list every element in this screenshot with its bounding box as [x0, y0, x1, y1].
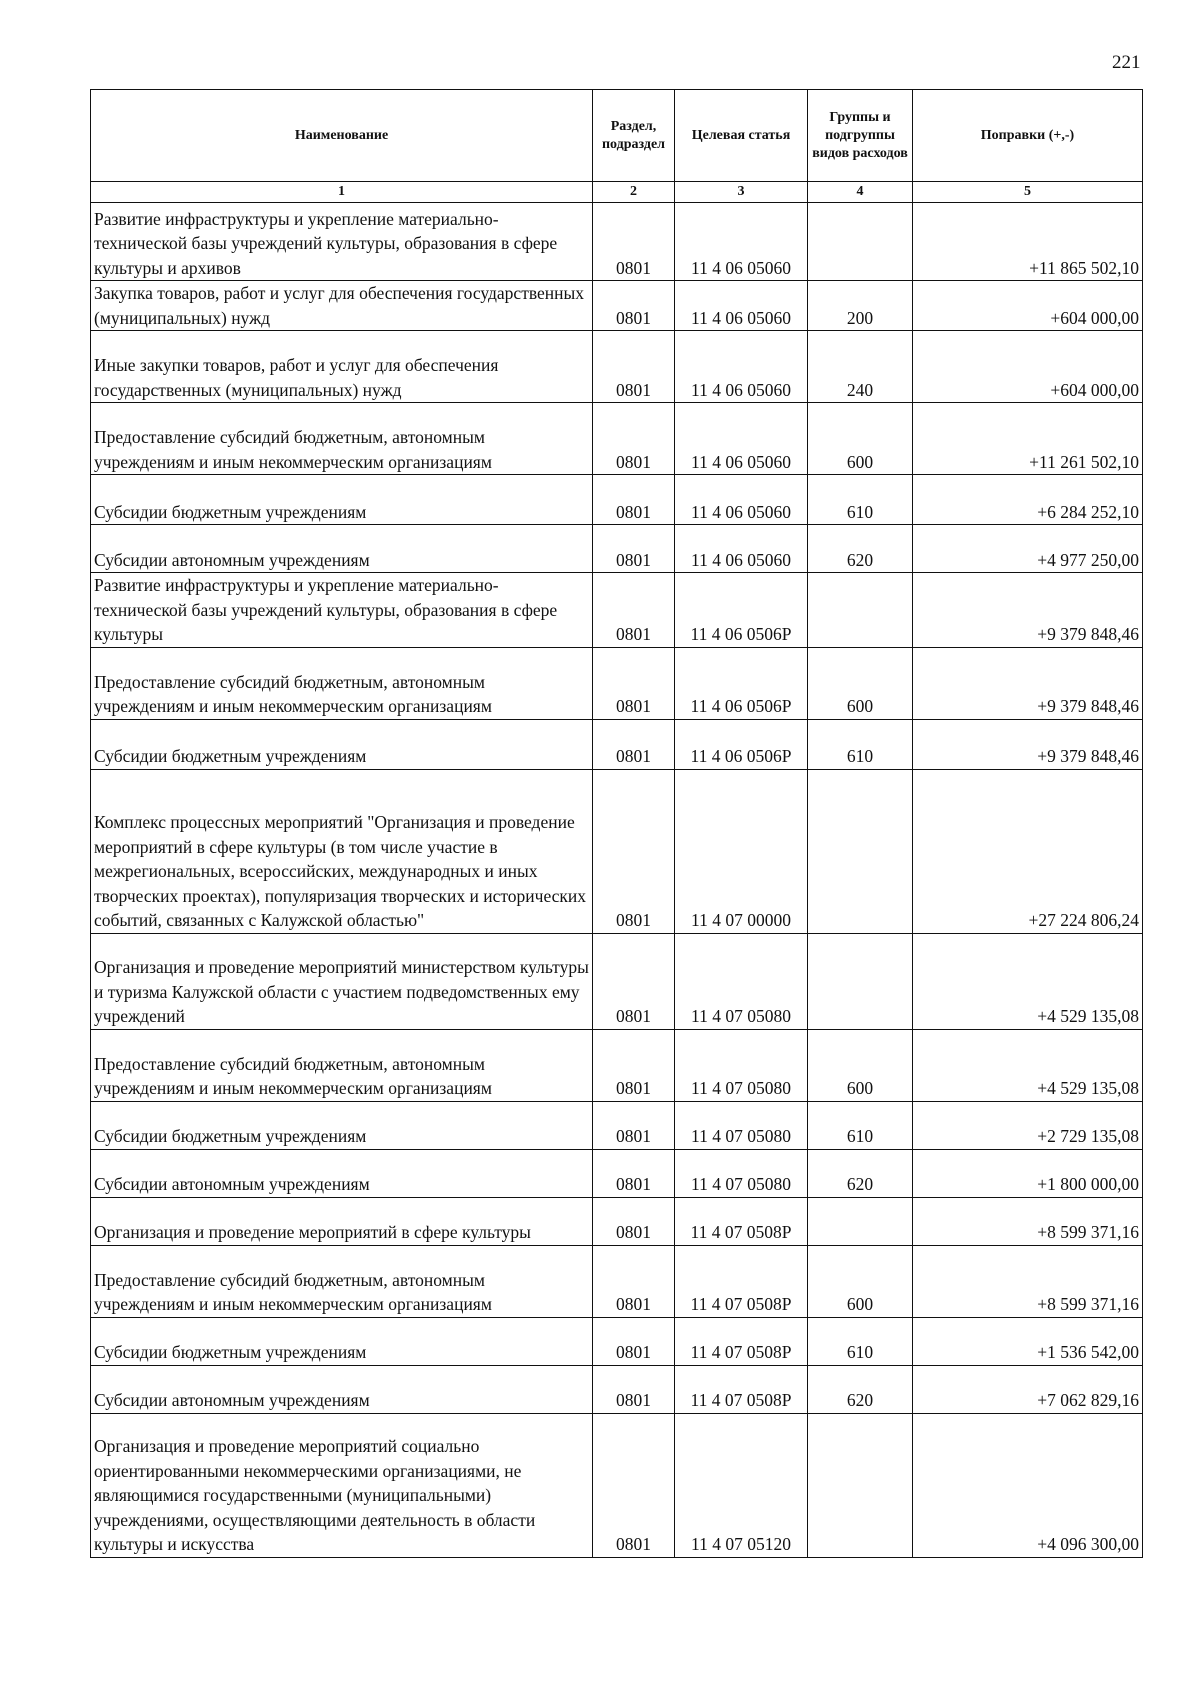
row-amount: +2 729 135,08 [913, 1101, 1143, 1149]
table-row [91, 281, 1143, 331]
table-row [91, 1365, 1143, 1413]
row-group: 610 [808, 475, 913, 525]
column-number: 5 [913, 182, 1143, 203]
table-row [91, 769, 1143, 933]
row-section: 0801 [593, 647, 675, 719]
row-group: 620 [808, 1365, 913, 1413]
row-target: 11 4 06 05060 [675, 403, 808, 475]
row-name: Субсидии автономным учреждениям [91, 1149, 593, 1197]
column-number: 2 [593, 182, 675, 203]
row-name: Развитие инфраструктуры и укрепление материально-технической базы учреждений культуры, образования в сфере культуры и архивов [91, 203, 593, 281]
table-row [91, 1029, 1143, 1101]
table-row [91, 525, 1143, 573]
row-amount: +1 800 000,00 [913, 1149, 1143, 1197]
row-amount: +7 062 829,16 [913, 1365, 1143, 1413]
row-amount: +4 529 135,08 [913, 933, 1143, 1029]
row-section: 0801 [593, 475, 675, 525]
table-header-row [91, 90, 1143, 182]
row-target: 11 4 07 0508Р [675, 1197, 808, 1245]
row-name: Организация и проведение мероприятий в сфере культуры [91, 1197, 593, 1245]
row-target: 11 4 06 05060 [675, 331, 808, 403]
row-amount: +604 000,00 [913, 281, 1143, 331]
table-body [91, 203, 1143, 1558]
row-amount: +9 379 848,46 [913, 719, 1143, 769]
row-group [808, 1413, 913, 1557]
row-target: 11 4 07 05080 [675, 1101, 808, 1149]
row-group [808, 769, 913, 933]
row-group: 610 [808, 719, 913, 769]
row-amount: +604 000,00 [913, 331, 1143, 403]
row-name: Предоставление субсидий бюджетным, автономным учреждениям и иным некоммерческим организациям [91, 1029, 593, 1101]
row-name: Субсидии бюджетным учреждениям [91, 1101, 593, 1149]
row-section: 0801 [593, 525, 675, 573]
row-amount: +4 096 300,00 [913, 1413, 1143, 1557]
header-amendments: Поправки (+,-) [913, 90, 1143, 182]
row-group [808, 203, 913, 281]
table-row [91, 203, 1143, 281]
row-section: 0801 [593, 769, 675, 933]
row-target: 11 4 07 05080 [675, 1029, 808, 1101]
row-name: Предоставление субсидий бюджетным, автономным учреждениям и иным некоммерческим организациям [91, 403, 593, 475]
row-group: 610 [808, 1101, 913, 1149]
table-row [91, 1149, 1143, 1197]
row-amount: +11 261 502,10 [913, 403, 1143, 475]
header-target: Целевая статья [675, 90, 808, 182]
row-section: 0801 [593, 719, 675, 769]
row-section: 0801 [593, 281, 675, 331]
row-group: 240 [808, 331, 913, 403]
row-amount: +1 536 542,00 [913, 1317, 1143, 1365]
row-target: 11 4 06 0506Р [675, 573, 808, 648]
table-row [91, 573, 1143, 648]
row-group [808, 573, 913, 648]
row-section: 0801 [593, 403, 675, 475]
table-row [91, 647, 1143, 719]
row-section: 0801 [593, 1197, 675, 1245]
row-amount: +4 529 135,08 [913, 1029, 1143, 1101]
row-amount: +6 284 252,10 [913, 475, 1143, 525]
row-amount: +9 379 848,46 [913, 573, 1143, 648]
table-row [91, 1197, 1143, 1245]
table-row [91, 1245, 1143, 1317]
row-amount: +4 977 250,00 [913, 525, 1143, 573]
row-name: Комплекс процессных мероприятий "Организация и проведение мероприятий в сфере культуры (в том числе участие в межрегиональных, всероссийских, международных и иных творческих проектах), популяризация творческих и исторических событий, связанных с Калужской областью" [91, 769, 593, 933]
row-target: 11 4 07 05120 [675, 1413, 808, 1557]
table-row [91, 403, 1143, 475]
row-target: 11 4 06 0506Р [675, 647, 808, 719]
row-section: 0801 [593, 1101, 675, 1149]
row-group: 600 [808, 647, 913, 719]
row-target: 11 4 07 0508Р [675, 1245, 808, 1317]
table-row [91, 475, 1143, 525]
column-number-row [91, 182, 1143, 203]
row-group: 600 [808, 1029, 913, 1101]
row-target: 11 4 06 0506Р [675, 719, 808, 769]
row-section: 0801 [593, 1149, 675, 1197]
row-amount: +27 224 806,24 [913, 769, 1143, 933]
row-group: 600 [808, 1245, 913, 1317]
row-name: Предоставление субсидий бюджетным, автономным учреждениям и иным некоммерческим организациям [91, 1245, 593, 1317]
budget-amendments-table [90, 89, 1143, 1558]
row-group: 620 [808, 525, 913, 573]
row-section: 0801 [593, 1245, 675, 1317]
row-amount: +11 865 502,10 [913, 203, 1143, 281]
row-section: 0801 [593, 1317, 675, 1365]
row-target: 11 4 06 05060 [675, 203, 808, 281]
row-section: 0801 [593, 1365, 675, 1413]
row-name: Развитие инфраструктуры и укрепление материально-технической базы учреждений культуры, образования в сфере культуры [91, 573, 593, 648]
row-target: 11 4 07 05080 [675, 1149, 808, 1197]
row-name: Субсидии автономным учреждениям [91, 1365, 593, 1413]
row-group: 620 [808, 1149, 913, 1197]
row-group [808, 1197, 913, 1245]
row-name: Субсидии автономным учреждениям [91, 525, 593, 573]
row-amount: +8 599 371,16 [913, 1245, 1143, 1317]
row-name: Организация и проведение мероприятий социально ориентированными некоммерческими организациями, не являющимися государственными (муниципальными) учреждениями, осуществляющими деятельность в области культуры и искусства [91, 1413, 593, 1557]
table-row [91, 933, 1143, 1029]
row-group: 600 [808, 403, 913, 475]
row-section: 0801 [593, 203, 675, 281]
row-target: 11 4 07 0508Р [675, 1365, 808, 1413]
header-groups: Группы и подгруппы видов расходов [808, 90, 913, 182]
column-number: 4 [808, 182, 913, 203]
row-name: Субсидии бюджетным учреждениям [91, 475, 593, 525]
table-row [91, 719, 1143, 769]
row-amount: +9 379 848,46 [913, 647, 1143, 719]
row-amount: +8 599 371,16 [913, 1197, 1143, 1245]
row-name: Субсидии бюджетным учреждениям [91, 1317, 593, 1365]
column-number: 3 [675, 182, 808, 203]
header-section: Раздел, подраздел [593, 90, 675, 182]
row-group: 610 [808, 1317, 913, 1365]
header-name: Наименование [91, 90, 593, 182]
row-section: 0801 [593, 331, 675, 403]
row-section: 0801 [593, 1029, 675, 1101]
row-name: Иные закупки товаров, работ и услуг для обеспечения государственных (муниципальных) нужд [91, 331, 593, 403]
row-target: 11 4 06 05060 [675, 281, 808, 331]
row-name: Предоставление субсидий бюджетным, автономным учреждениям и иным некоммерческим организациям [91, 647, 593, 719]
row-name: Закупка товаров, работ и услуг для обеспечения государственных (муниципальных) нужд [91, 281, 593, 331]
table-row [91, 1317, 1143, 1365]
row-target: 11 4 07 0508Р [675, 1317, 808, 1365]
page-number: 221 [1112, 52, 1141, 73]
row-group: 200 [808, 281, 913, 331]
row-section: 0801 [593, 1413, 675, 1557]
row-name: Организация и проведение мероприятий министерством культуры и туризма Калужской области с участием подведомственных ему учреждений [91, 933, 593, 1029]
column-number: 1 [91, 182, 593, 203]
table-row [91, 331, 1143, 403]
row-target: 11 4 07 05080 [675, 933, 808, 1029]
table-row [91, 1101, 1143, 1149]
row-target: 11 4 06 05060 [675, 475, 808, 525]
row-section: 0801 [593, 933, 675, 1029]
table-row [91, 1413, 1143, 1557]
row-target: 11 4 07 00000 [675, 769, 808, 933]
row-name: Субсидии бюджетным учреждениям [91, 719, 593, 769]
row-group [808, 933, 913, 1029]
row-section: 0801 [593, 573, 675, 648]
row-target: 11 4 06 05060 [675, 525, 808, 573]
